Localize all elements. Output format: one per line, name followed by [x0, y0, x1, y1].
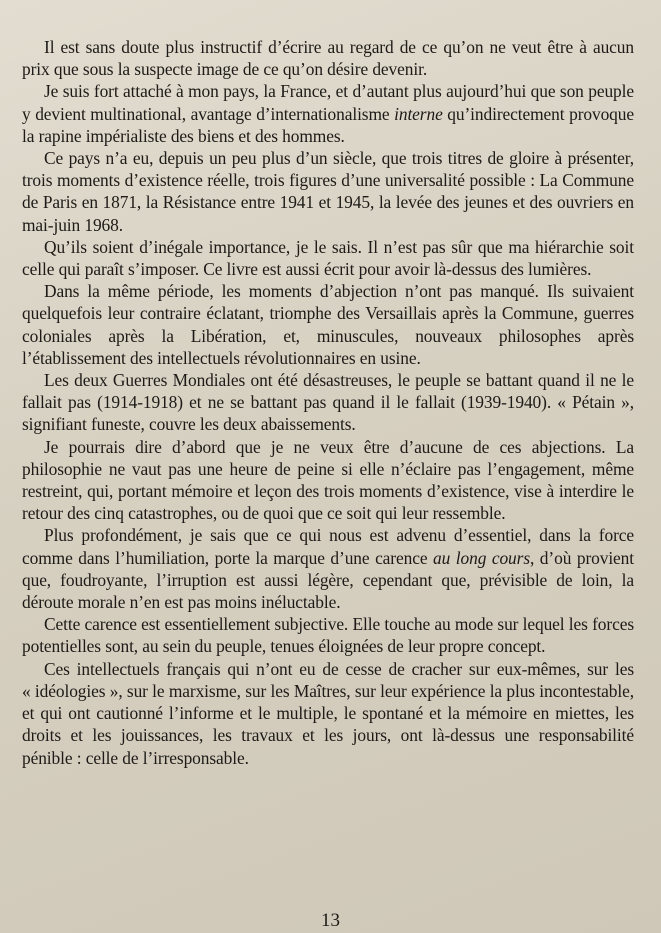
- italic-emphasis: au long cours: [433, 547, 530, 568]
- paragraph-10: [22, 658, 634, 769]
- paragraph-text: Ces intellectuels français qui n’ont eu de cesse de cracher sur eux-mêmes, sur les « idéologies », sur le marxisme, sur les Maîtres, sur leur expérience la plus incontestable, et qui ont cautionné l’informe et le multiple, le spontané et la mémoire en miettes, les droits et les jouissances, les travaux et les jours, ont là-dessus une responsabilité pénible : celle de l’irresponsable.: [22, 658, 634, 768]
- page-number: 13: [321, 910, 340, 931]
- page-text-block: [22, 36, 634, 926]
- paragraph-7: [22, 436, 634, 525]
- paragraph-text: qu’indirectement provoque la rapine impérialiste des biens et des hommes.: [22, 103, 634, 146]
- paragraph-text: Je pourrais dire d’abord que je ne veux être d’aucune de ces abjections. La philosophie ne vaut pas une heure de peine si elle n’éclaire pas l’engagement, même restreint, qui, portant mémoire et leçon des trois moments d’existence, vise à interdire le retour des cinq catastrophes, ou de quoi que ce soit qui leur ressemble.: [22, 436, 634, 524]
- paragraph-4: [22, 236, 634, 280]
- paragraph-text: Dans la même période, les moments d’abjection n’ont pas manqué. Ils suivaient quelquefois leur contraire éclatant, triomphe des Versaillais après la Commune, guerres coloniales après la Libération, et, minuscules, nouveaux philosophes après l’établissement des intellectuels révolutionnaires en usine.: [22, 281, 634, 368]
- paragraph-text: Cette carence est essentiellement subjective. Elle touche au mode sur lequel les forces potentielles sont, au sein du peuple, tenues éloignées de leur propre concept.: [22, 614, 634, 657]
- paragraph-text: , d’où provient que, foudroyante, l’irruption est aussi légère, cependant que, prévisible de loin, la déroute morale n’en est pas moins inéluctable.: [22, 547, 634, 613]
- paragraph-8: [22, 524, 634, 613]
- paragraph-6: [22, 369, 634, 436]
- paragraph-text: Les deux Guerres Mondiales ont été désastreuses, le peuple se battant quand il ne le fallait pas (1914-1918) et ne se battant pas quand il le fallait (1939-1940). « Pétain », signifiant funeste, couvre les deux abaissements.: [22, 370, 634, 435]
- paragraph-5: [22, 280, 634, 369]
- paragraph-text: Ce pays n’a eu, depuis un peu plus d’un siècle, que trois titres de gloire à présenter, trois moments d’existence réelle, trois figures d’une universalité possible : La Commune de Paris en 1871, la Résistance entre 1941 et 1945, la levée des jeunes et des ouvriers en mai-juin 1968.: [22, 148, 634, 235]
- paragraph-1: [22, 36, 634, 80]
- paragraph-3: [22, 147, 634, 236]
- paragraph-text: Il est sans doute plus instructif d’écrire au regard de ce qu’on ne veut être à aucun prix que sous la suspecte image de ce qu’on désire devenir.: [22, 37, 634, 80]
- paragraph-text: Plus profondément, je sais que ce qui nous est advenu d’essentiel, dans la force comme dans l’humiliation, porte la marque d’une carence: [22, 525, 634, 568]
- paragraph-text: Qu’ils soient d’inégale importance, je le sais. Il n’est pas sûr que ma hiérarchie soit celle qui paraît s’imposer. Ce livre est aussi écrit pour avoir là-dessus des lumières.: [22, 236, 634, 280]
- paragraph-text: Je suis fort attaché à mon pays, la France, et d’autant plus aujourd’hui que son peuple y devient multinational, avantage d’internationalisme: [22, 81, 634, 124]
- paragraph-9: [22, 613, 634, 657]
- paragraph-2: [22, 80, 634, 147]
- italic-emphasis: interne: [394, 103, 443, 124]
